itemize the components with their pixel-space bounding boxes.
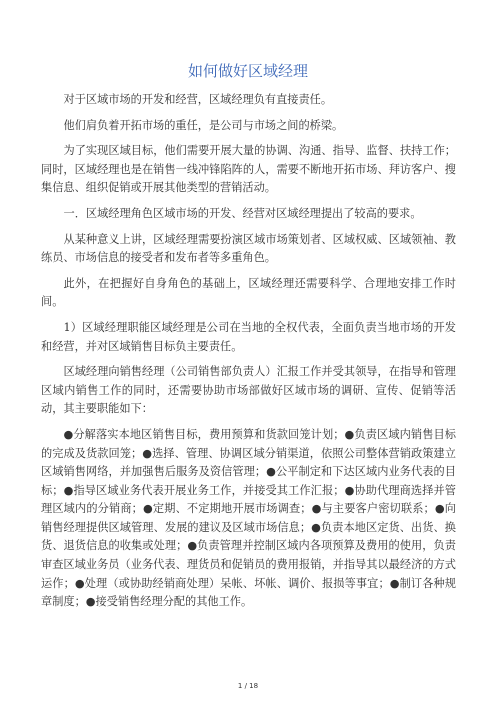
- document-body: [41, 91, 456, 619]
- paragraph: 为了实现区域目标，他们需要开展大量的协调、沟通、指导、监督、扶持工作；同时，区域经理也是在销售一线冲锋陷阵的人，需要不断地开拓市场、拜访客户、搜集信息、组织促销或开展其他类型的营销活动。: [41, 144, 456, 195]
- paragraph: 对于区域市场的开发和经营，区域经理负有直接责任。: [63, 93, 333, 106]
- paragraph: 他们肩负着开拓市场的重任，是公司与市场之间的桥梁。: [63, 118, 344, 132]
- paragraph: 区域经理向销售经理（公司销售部负责人）汇报工作并受其领导，在指导和管理区域内销售工作的同时，还需要协助市场部做好区域市场的调研、宣传、促销等活动，其主要职能如下：: [41, 365, 456, 416]
- paragraph: 一．区域经理角色区域市场的开发、经营对区域经理提出了较高的要求。: [63, 206, 422, 220]
- page-number: 1 / 18: [237, 682, 259, 690]
- paragraph: 从某种意义上讲，区域经理需要扮演区域市场策划者、区域权威、区域领袖、教练员、市场信息的接受者和发布者等多重角色。: [41, 232, 456, 265]
- document-title: 如何做好区域经理: [187, 62, 308, 80]
- paragraph: 1）区域经理职能区域经理是公司在当地的全权代表，全面负责当地市场的开发和经营，并对区域销售目标负主要责任。: [41, 320, 456, 353]
- paragraph: 此外，在把握好自身角色的基础上，区域经理还需要科学、合理地安排工作时间。: [41, 276, 456, 309]
- paragraph: ●分解落实本地区销售目标，费用预算和货款回笼计划；●负责区域内销售目标的完成及货款回笼；●选择、管理、协调区域分销渠道，依照公司整体营销政策建立区域销售网络，并加强售后服务及资信管理；●公平制定和下达区域内业务代表的目标；●指导区域业务代表开展业务工作，并接受其工作汇报；●协助代理商选择并管理区域内的分销商；●定期、不定期地开展市场调查；●与主要客户密切联系；●向销售经理提供区域管理、发展的建议及区域市场信息；●负责本地区定货、出货、换货、退货信息的收集或处理；●负责管理并控制区域内各项预算及费用的使用，负责审查区域业务员（业务代表、理货员和促销员的费用报销，并指导其以最经济的方式运作；●处理（或协助经销商处理）呆帐、坏帐、调价、报损等事宜；●制订各种规章制度；●接受销售经理分配的其他工作。: [41, 427, 456, 609]
